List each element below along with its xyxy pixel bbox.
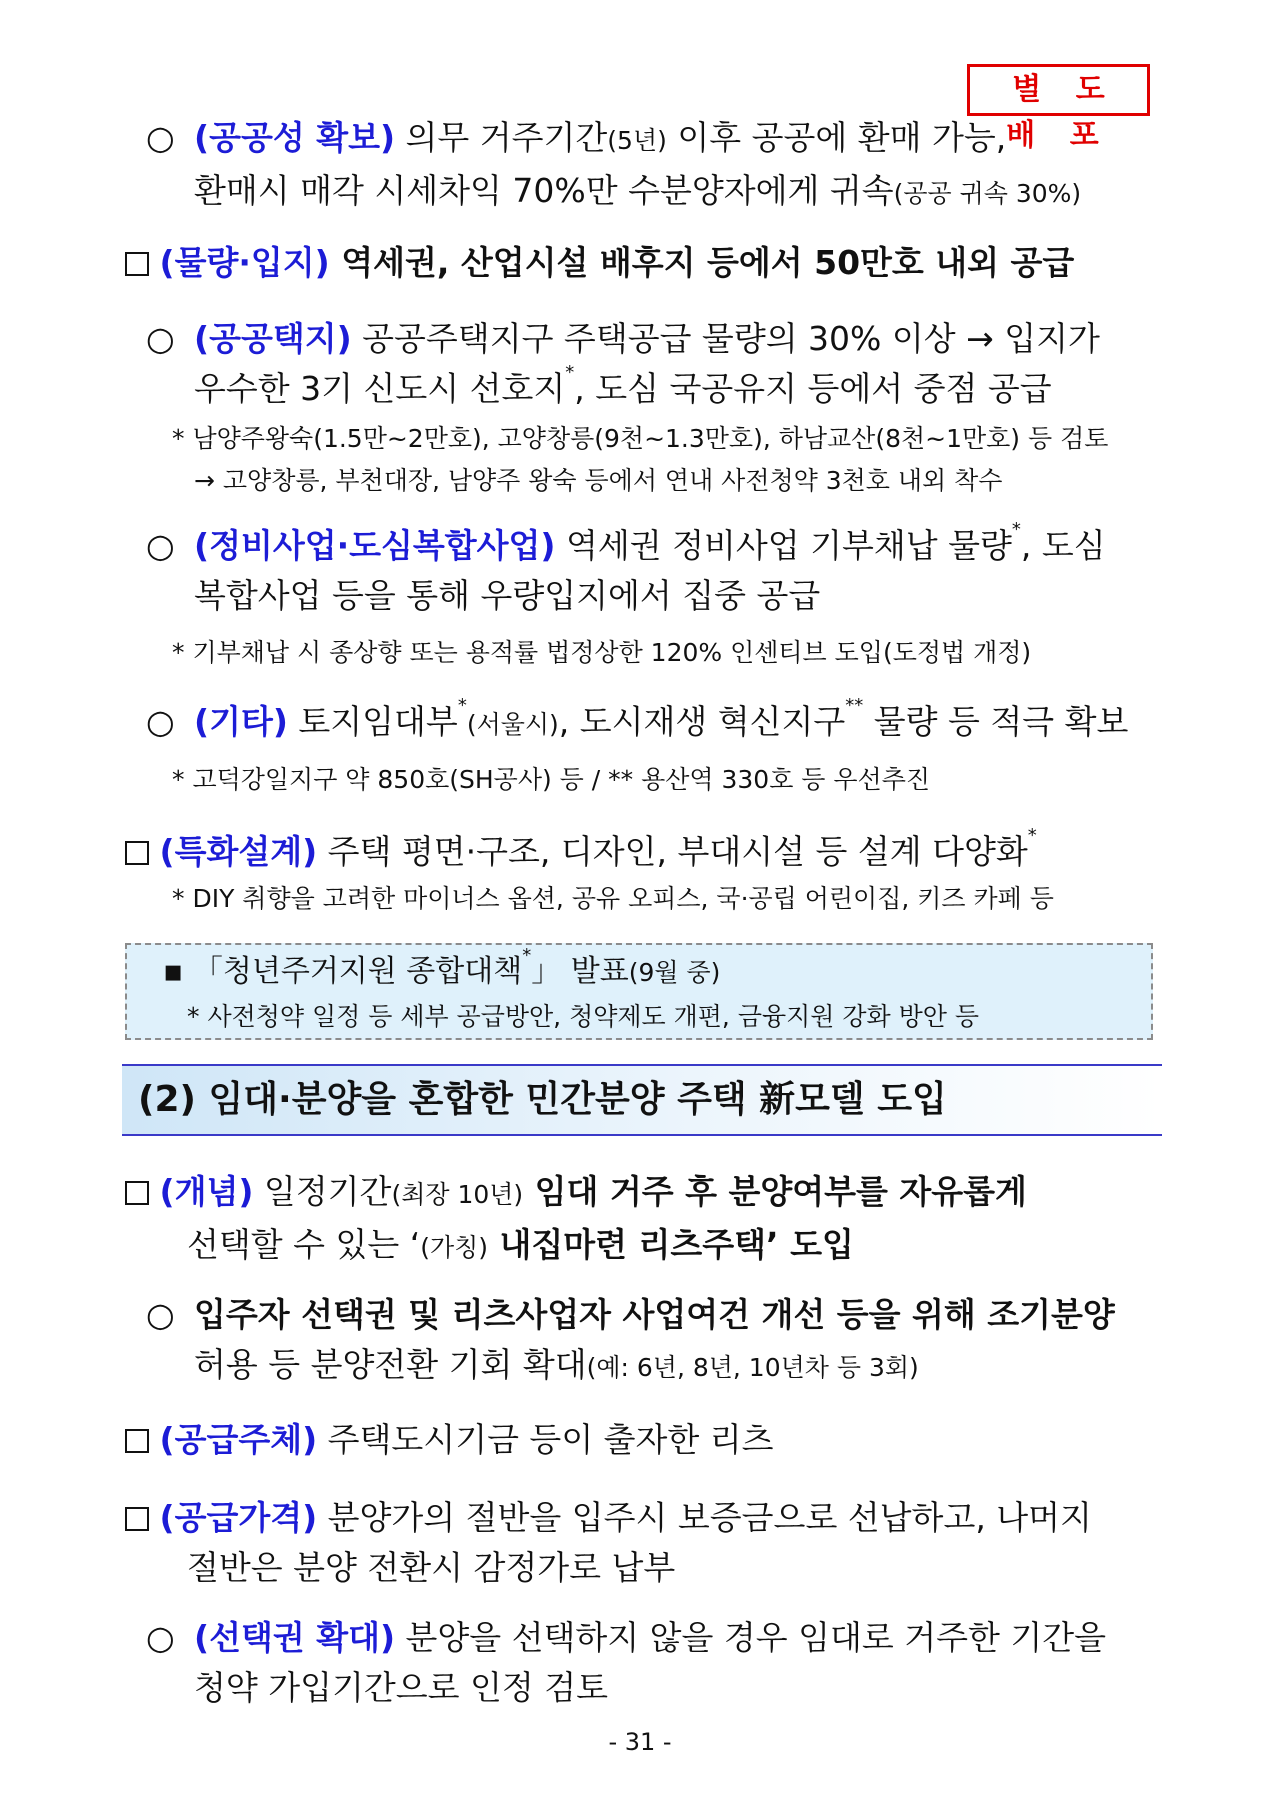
page-number: - 31 - — [608, 1728, 672, 1756]
square-bullet-icon: ▪ — [163, 954, 184, 989]
footnote-mark: ** — [845, 695, 864, 716]
checkbox-square-icon — [125, 841, 149, 865]
item-text: 분양을 선택하지 않을 경우 임대로 거주한 기간을 — [395, 1618, 1107, 1657]
item-text: 주택도시기금 등이 출자한 리츠 — [317, 1420, 774, 1459]
item-text: 물량 등 적극 확보 — [863, 702, 1129, 741]
item-text: 역세권, 산업시설 배후지 등에서 50만호 내외 공급 — [329, 243, 1075, 282]
item-text: 공공주택지구 주택공급 물량의 30% 이상 → 입지가 — [351, 319, 1100, 358]
callout-line — [163, 947, 720, 998]
item-supplier — [125, 1415, 774, 1465]
item-public-ownership — [146, 113, 1081, 219]
item-text: 주택 평면·구조, 디자인, 부대시설 등 설계 다양화 — [317, 832, 1028, 871]
item-tag: (공급주체) — [159, 1420, 318, 1459]
item-paren: (서울시) — [466, 710, 559, 739]
footnote-pre-subscription: → 고양창릉, 부천대장, 남양주 왕숙 등에서 연내 사전청약 3천호 내외 착수 — [194, 466, 1003, 495]
item-text: , 도시재생 혁신지구 — [558, 702, 846, 741]
item-text: , 도심 국공유지 등에서 중점 공급 — [574, 369, 1052, 408]
item-supply-price — [125, 1493, 1092, 1593]
item-paren: (예: 6년, 8년, 10년차 등 3회) — [586, 1353, 919, 1382]
item-tag: (개념) — [159, 1172, 254, 1211]
item-text: , 도심 — [1020, 526, 1106, 565]
item-text: 임대 거주 후 분양여부를 자유롭게 — [523, 1172, 1027, 1211]
item-paren: (5년) — [607, 126, 667, 155]
callout-title-end: 」 발표 — [531, 954, 629, 989]
circle-marker: ○ — [146, 702, 175, 741]
item-text: 토지임대부 — [287, 702, 458, 741]
footnote-new-towns: * 남양주왕숙(1.5만~2만호), 고양창릉(9천~1.3만호), 하남교산(8천~1만호) 등 검토 — [172, 424, 1109, 453]
item-special-design — [125, 827, 1037, 877]
item-text: 선택할 수 있는 ‘ — [187, 1225, 421, 1264]
item-others — [146, 697, 1128, 750]
item-text: 이후 공공에 환매 가능, — [666, 118, 1007, 157]
item-tag: (공급가격) — [159, 1498, 318, 1537]
item-choice-expansion — [146, 1613, 1106, 1713]
item-tag: (특화설계) — [159, 832, 318, 871]
item-tag: (공공성 확보) — [194, 118, 396, 157]
youth-housing-callout — [125, 943, 1153, 1040]
footnote-donation: * 기부채납 시 종상향 또는 용적률 법정상한 120% 인센티브 도입(도정법 개정) — [172, 638, 1032, 667]
item-tag: (공공택지) — [194, 319, 352, 358]
footnote-mark: * — [522, 945, 532, 966]
item-tag: (기타) — [194, 702, 288, 741]
footnote-mark: * — [1027, 825, 1037, 846]
item-text: 의무 거주기간 — [395, 118, 608, 157]
item-tag: (선택권 확대) — [194, 1618, 396, 1657]
distribution-stamp: 별 도 배 포 — [967, 64, 1150, 116]
circle-marker: ○ — [146, 319, 175, 358]
item-text: 환매시 매각 시세차익 70%만 수분양자에게 귀속 — [194, 171, 894, 210]
footnote-mark: * — [1011, 519, 1021, 540]
checkbox-square-icon — [125, 252, 149, 276]
item-text: 우수한 3기 신도시 선호지 — [194, 369, 566, 408]
section-title: (2) 임대·분양을 혼합한 민간분양 주택 新모델 도입 — [138, 1079, 947, 1120]
callout-note: * 사전청약 일정 등 세부 공급방안, 청약제도 개편, 금융지원 강화 방안 등 — [187, 1002, 980, 1031]
item-concept — [125, 1167, 1027, 1273]
footnote-diy: * DIY 취향을 고려한 마이너스 옵션, 공유 오피스, 국·공립 어린이집, 키즈 카페 등 — [172, 884, 1054, 913]
callout-title: 「청년주거지원 종합대책 — [192, 954, 523, 989]
callout-date: (9월 중) — [628, 958, 721, 987]
item-paren: (공공 귀속 30%) — [893, 179, 1082, 208]
footnote-mark: * — [565, 362, 575, 383]
checkbox-square-icon — [125, 1507, 149, 1531]
section-banner — [122, 1064, 1162, 1136]
checkbox-square-icon — [125, 1181, 149, 1205]
item-text: 입주자 선택권 및 리츠사업자 사업여건 개선 등을 위해 조기분양 — [194, 1295, 1115, 1334]
item-volume-location — [125, 238, 1074, 288]
item-text: 복합사업 등을 통해 우량입지에서 집중 공급 — [194, 576, 821, 615]
circle-marker: ○ — [146, 1295, 175, 1334]
item-redevelopment — [146, 521, 1106, 621]
item-tenant-choice — [146, 1290, 1115, 1393]
footnote-mark: * — [457, 695, 467, 716]
item-tag: (물량·입지) — [159, 243, 330, 282]
item-paren: (최장 10년) — [391, 1180, 524, 1209]
item-text: 일정기간 — [253, 1172, 392, 1211]
circle-marker: ○ — [146, 1618, 175, 1657]
item-paren: (가칭) — [420, 1233, 489, 1262]
item-text: 분양가의 절반을 입주시 보증금으로 선납하고, 나머지 — [317, 1498, 1092, 1537]
item-public-land — [146, 314, 1100, 414]
checkbox-square-icon — [125, 1429, 149, 1453]
circle-marker: ○ — [146, 118, 175, 157]
item-text: 절반은 분양 전환시 감정가로 납부 — [187, 1548, 676, 1587]
item-text: 청약 가입기간으로 인정 검토 — [194, 1668, 609, 1707]
footnote-gangil: * 고덕강일지구 약 850호(SH공사) 등 / ** 용산역 330호 등 우선추진 — [172, 765, 931, 794]
circle-marker: ○ — [146, 526, 175, 565]
item-text: 내집마련 리츠주택’ 도입 — [488, 1225, 854, 1264]
item-tag: (정비사업·도심복합사업) — [194, 526, 556, 565]
item-text: 허용 등 분양전환 기회 확대 — [194, 1345, 587, 1384]
item-text: 역세권 정비사업 기부채납 물량 — [555, 526, 1012, 565]
